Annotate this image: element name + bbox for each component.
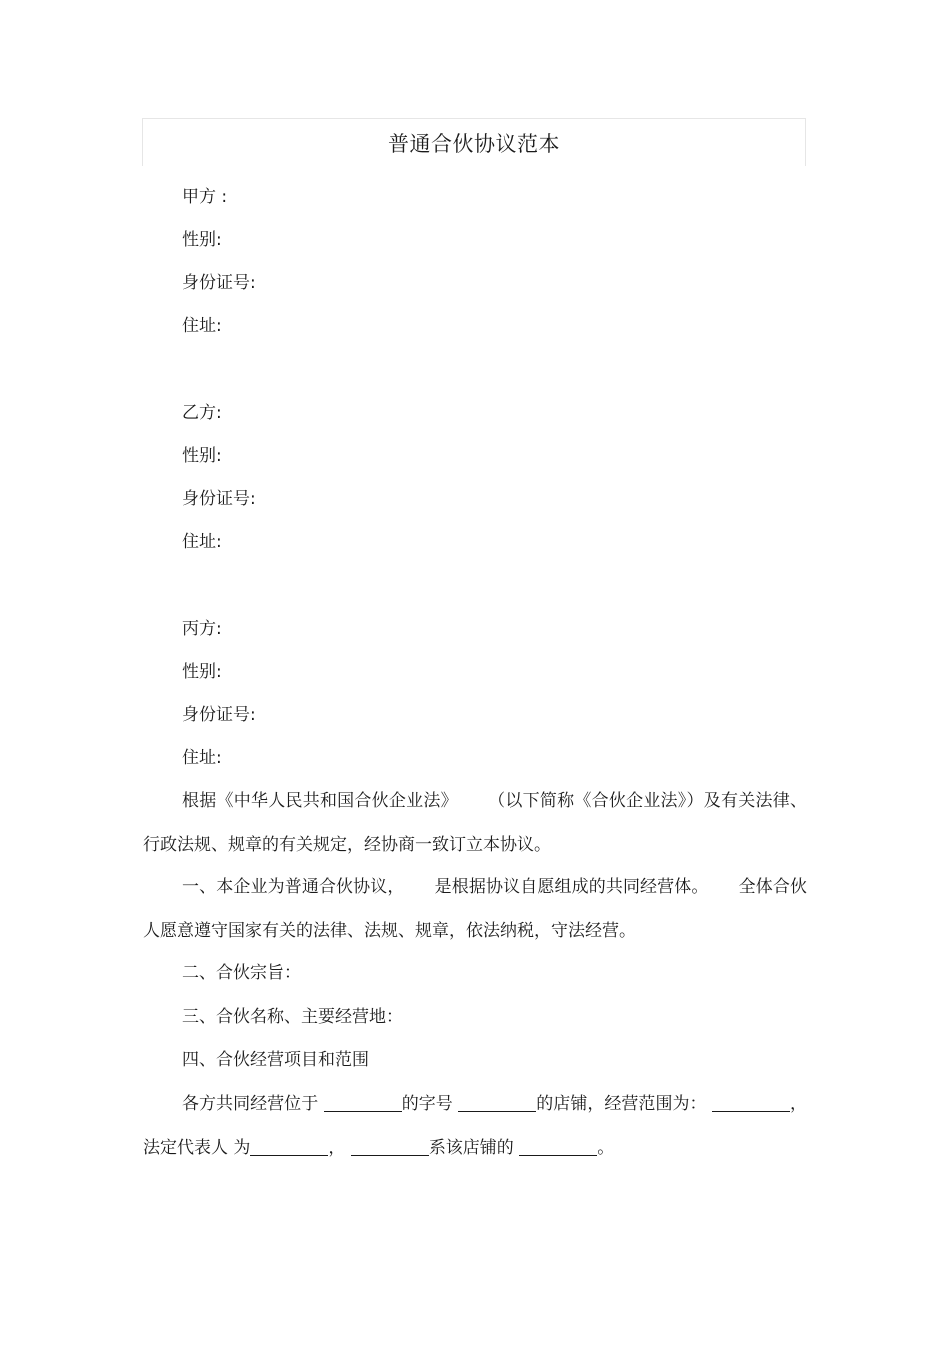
clause-4-heading: 四、合伙经营项目和范围 bbox=[182, 1050, 369, 1070]
clause-4-text-5: ， bbox=[328, 1138, 346, 1158]
party-b-id-label: 身份证号: bbox=[182, 489, 256, 509]
party-c-id-label: 身份证号: bbox=[182, 705, 256, 725]
clause-4-text-6: 系该店铺的 bbox=[428, 1138, 514, 1158]
title-box bbox=[142, 118, 806, 166]
clause-1-part-3: 全体合伙人愿意遵守国家有关的法律、法规、规章，依法纳税，守法经营。 bbox=[143, 877, 808, 941]
clause-4-text-7: 。 bbox=[597, 1138, 615, 1158]
party-b-name-label: 乙方: bbox=[182, 403, 222, 423]
party-b-gender-label: 性别: bbox=[182, 446, 222, 466]
party-c-name-label: 丙方: bbox=[182, 619, 222, 639]
clause-4-text-4: ，法定代表人 为 bbox=[143, 1094, 808, 1158]
party-a-gender-label: 性别: bbox=[182, 230, 222, 250]
party-a-name-label: 甲方 : bbox=[182, 187, 228, 207]
blank-role-field[interactable] bbox=[519, 1137, 597, 1156]
preamble-part-1: 根据《中华人民共和国合伙企业法》 bbox=[182, 791, 458, 811]
blank-business-scope-field[interactable] bbox=[712, 1093, 790, 1112]
clause-2-heading: 二、合伙宗旨： bbox=[182, 963, 301, 983]
blank-location-field[interactable] bbox=[324, 1093, 402, 1112]
document-title: 普通合伙协议范本 bbox=[388, 132, 560, 156]
party-a-address-label: 住址: bbox=[182, 316, 222, 336]
clause-1-part-1: 一、本企业为普通合伙协议， bbox=[182, 877, 405, 897]
blank-person-field[interactable] bbox=[351, 1137, 429, 1156]
clause-1-paragraph bbox=[143, 865, 807, 953]
blank-legal-representative-field[interactable] bbox=[250, 1137, 328, 1156]
preamble-part-2: （以下简称《合伙企业法》）及有关法律、行政法规、规章的有关规定，经协商一致订立本协议。 bbox=[143, 791, 808, 855]
clause-3-heading: 三、合伙名称、主要经营地： bbox=[182, 1007, 403, 1027]
clause-4-text-1: 各方共同经营位于 bbox=[182, 1094, 319, 1114]
party-c-gender-label: 性别: bbox=[182, 662, 222, 682]
clause-4-body bbox=[143, 1082, 807, 1170]
party-b-address-label: 住址: bbox=[182, 532, 222, 552]
party-c-address-label: 住址: bbox=[182, 748, 222, 768]
clause-4-text-3: 的店铺，经营范围为： bbox=[536, 1094, 707, 1114]
clause-4-text-2: 的字号 bbox=[401, 1094, 453, 1114]
blank-shop-name-field[interactable] bbox=[458, 1093, 536, 1112]
clause-1-part-2: 是根据协议自愿组成的共同经营体。 bbox=[434, 877, 709, 897]
preamble-paragraph bbox=[143, 779, 807, 867]
party-a-id-label: 身份证号: bbox=[182, 273, 256, 293]
